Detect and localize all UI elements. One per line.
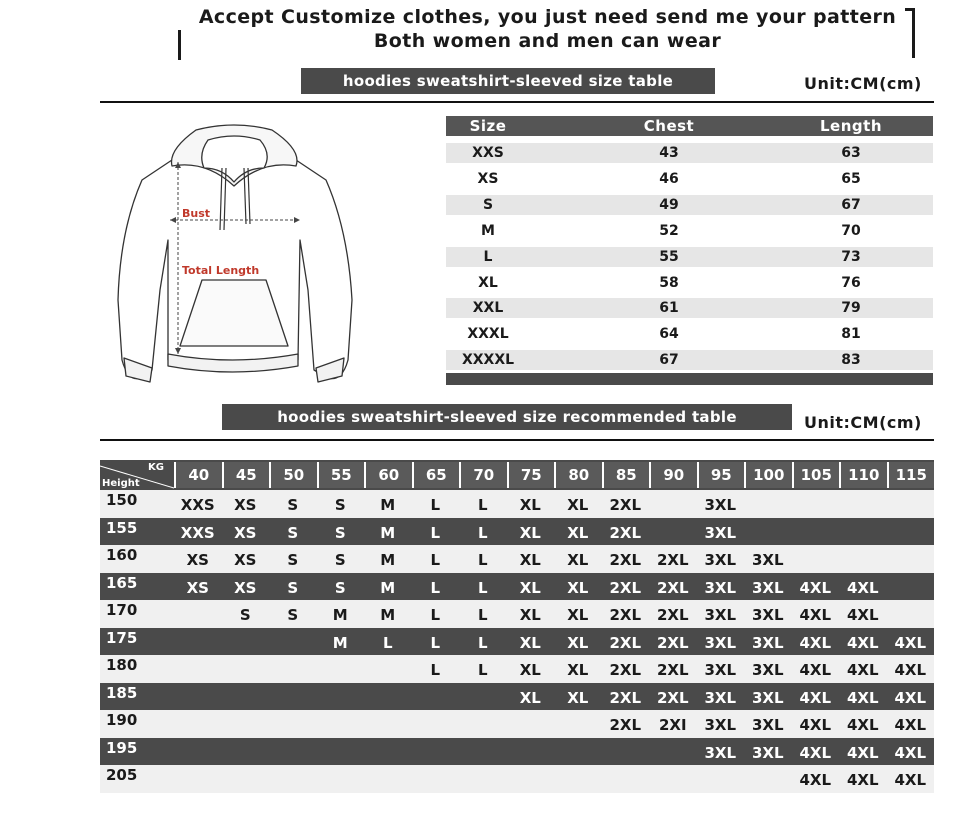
- size-recommendation-cell: 2XI: [658, 716, 687, 734]
- size-recommendation-cell: 4XL: [846, 633, 879, 652]
- size-recommendation-cell: 3XL: [704, 606, 737, 624]
- size-recommendation-cell: L: [430, 633, 441, 652]
- rec-table-unit: Unit:CM(cm): [804, 413, 922, 432]
- length-cell: 63: [841, 145, 861, 161]
- size-recommendation-cell: XL: [567, 578, 589, 597]
- size-recommendation-cell: 4XL: [894, 771, 927, 789]
- size-recommendation-cell: XL: [567, 496, 589, 514]
- size-recommendation-cell: 4XL: [799, 716, 832, 734]
- size-recommendation-cell: 4XL: [799, 661, 832, 679]
- size-cell: M: [481, 222, 495, 239]
- height-cell: 165: [106, 573, 138, 592]
- weight-header-cell: 90: [649, 462, 697, 488]
- chest-cell: 58: [659, 274, 679, 291]
- kg-height-corner: [100, 460, 174, 490]
- total-length-label: Total Length: [182, 264, 260, 277]
- height-cell: 170: [106, 601, 138, 619]
- size-recommendation-cell: 4XL: [799, 606, 832, 624]
- size-recommendation-cell: 3XL: [751, 578, 784, 597]
- size-recommendation-cell: 2XL: [656, 578, 689, 597]
- size-recommendation-cell: S: [334, 523, 346, 542]
- size-recommendation-cell: S: [334, 551, 346, 569]
- size-recommendation-cell: 4XL: [894, 633, 927, 652]
- size-cell: XXL: [472, 300, 504, 317]
- size-recommendation-cell: 2XL: [609, 523, 642, 542]
- size-recommendation-cell: XL: [567, 606, 589, 624]
- size-recommendation-cell: 3XL: [751, 743, 784, 762]
- size-recommendation-cell: 4XL: [894, 743, 927, 762]
- height-cell: 150: [106, 491, 138, 509]
- size-recommendation-cell: XS: [234, 496, 257, 514]
- size-recommendation-cell: 3XL: [751, 606, 784, 624]
- length-cell: 73: [841, 248, 861, 265]
- weight-header-cell: 55: [317, 462, 365, 488]
- size-recommendation-cell: S: [287, 606, 299, 624]
- size-table-unit: Unit:CM(cm): [804, 74, 922, 93]
- size-recommendation-cell: 4XL: [799, 743, 832, 762]
- size-cell: XXS: [472, 145, 504, 161]
- kg-label: KG: [148, 462, 164, 473]
- size-recommendation-cell: S: [239, 606, 251, 624]
- weight-header-cell: 115: [887, 462, 935, 488]
- rec-table-row: [100, 683, 934, 711]
- weight-header-cell: 40: [174, 462, 222, 488]
- size-table-row: [446, 143, 933, 163]
- size-recommendation-cell: 3XL: [704, 633, 737, 652]
- size-recommendation-cell: XS: [186, 578, 209, 597]
- bust-label: Bust: [182, 207, 211, 220]
- chest-cell: 43: [659, 145, 679, 161]
- height-cell: 195: [106, 738, 138, 757]
- size-recommendation-cell: 4XL: [846, 771, 879, 789]
- size-recommendation-cell: XXS: [180, 523, 215, 542]
- chest-cell: 46: [659, 170, 679, 187]
- height-cell: 155: [106, 518, 138, 537]
- size-recommendation-cell: 4XL: [894, 688, 927, 707]
- weight-header-cell: 95: [697, 462, 745, 488]
- height-cell: 190: [106, 711, 138, 729]
- size-recommendation-cell: L: [430, 551, 441, 569]
- size-table-row: [446, 324, 933, 344]
- size-recommendation-cell: S: [287, 578, 299, 597]
- hoodie-diagram: [112, 120, 370, 390]
- size-recommendation-cell: S: [287, 523, 299, 542]
- size-recommendation-cell: S: [287, 496, 299, 514]
- size-recommendation-cell: L: [477, 496, 488, 514]
- size-recommendation-cell: M: [380, 496, 396, 514]
- size-recommendation-cell: M: [380, 578, 396, 597]
- height-cell: 185: [106, 683, 138, 702]
- length-cell: 76: [841, 274, 861, 291]
- size-recommendation-cell: 4XL: [846, 743, 879, 762]
- size-table-row: [446, 247, 933, 267]
- size-recommendation-cell: XL: [567, 688, 589, 707]
- size-recommendation-cell: M: [380, 606, 396, 624]
- rec-table-row: [100, 490, 934, 518]
- weight-header-cell: 60: [364, 462, 412, 488]
- size-recommendation-cell: 3XL: [751, 661, 784, 679]
- size-recommendation-cell: 4XL: [799, 771, 832, 789]
- size-recommendation-cell: XL: [567, 551, 589, 569]
- size-recommendation-cell: M: [332, 606, 348, 624]
- size-recommendation-cell: XL: [519, 578, 541, 597]
- size-recommendation-cell: 2XL: [609, 578, 642, 597]
- height-cell: 180: [106, 656, 138, 674]
- rec-table-row: [100, 655, 934, 683]
- length-cell: 70: [841, 222, 861, 239]
- size-recommendation-cell: 3XL: [704, 661, 737, 679]
- size-recommendation-cell: 2XL: [656, 661, 689, 679]
- rec-table-row: [100, 573, 934, 601]
- chest-cell: 64: [659, 326, 679, 343]
- weight-header-cell: 105: [792, 462, 840, 488]
- size-recommendation-cell: 4XL: [846, 606, 879, 624]
- size-recommendation-cell: 2XL: [656, 633, 689, 652]
- divider: [100, 439, 934, 441]
- size-table-row: [446, 350, 933, 370]
- col-size: Size: [469, 117, 507, 135]
- size-cell: XXXL: [467, 326, 509, 343]
- size-recommendation-cell: L: [382, 633, 393, 652]
- rec-table-header: [100, 460, 934, 490]
- size-recommendation-cell: XL: [519, 551, 541, 569]
- size-table-row: [446, 169, 933, 189]
- size-recommendation-cell: XL: [567, 633, 589, 652]
- size-recommendation-cell: 2XL: [609, 688, 642, 707]
- rec-table-row: [100, 545, 934, 573]
- size-recommendation-cell: M: [380, 523, 396, 542]
- size-recommendation-cell: L: [477, 661, 488, 679]
- header-line-2: Both women and men can wear: [373, 30, 722, 52]
- size-recommendation-cell: L: [430, 578, 441, 597]
- size-recommendation-cell: S: [287, 551, 299, 569]
- size-recommendation-cell: M: [380, 551, 396, 569]
- rec-table: [100, 460, 934, 800]
- weight-header-cell: 85: [602, 462, 650, 488]
- rec-table-row: [100, 600, 934, 628]
- size-recommendation-cell: M: [332, 633, 348, 652]
- size-table-row: [446, 195, 933, 215]
- height-label: Height: [102, 478, 140, 489]
- size-recommendation-cell: 2XL: [656, 606, 689, 624]
- size-recommendation-cell: XL: [567, 661, 589, 679]
- size-recommendation-cell: 3XL: [704, 743, 737, 762]
- weight-header-cell: 75: [507, 462, 555, 488]
- size-cell: S: [482, 196, 494, 213]
- size-recommendation-cell: 4XL: [894, 716, 927, 734]
- chest-cell: 55: [659, 248, 679, 265]
- weight-header-cell: 65: [412, 462, 460, 488]
- size-recommendation-cell: 4XL: [846, 716, 879, 734]
- weight-header-cell: 100: [744, 462, 792, 488]
- size-recommendation-cell: L: [430, 606, 441, 624]
- size-recommendation-cell: 4XL: [894, 661, 927, 679]
- size-cell: XL: [478, 274, 498, 291]
- header-line-1: Accept Customize clothes, you just need send me your pattern: [198, 6, 897, 28]
- size-recommendation-cell: 3XL: [704, 496, 737, 514]
- size-recommendation-cell: 2XL: [609, 606, 642, 624]
- size-recommendation-cell: XL: [519, 523, 541, 542]
- length-cell: 83: [841, 352, 861, 369]
- size-cell: XS: [477, 170, 499, 187]
- hoodie-icon: [112, 120, 370, 390]
- size-recommendation-cell: 3XL: [704, 523, 737, 542]
- size-recommendation-cell: XS: [234, 551, 257, 569]
- size-recommendation-cell: XS: [234, 523, 257, 542]
- size-recommendation-cell: XL: [519, 496, 541, 514]
- rec-table-row: [100, 518, 934, 546]
- length-cell: 65: [841, 170, 861, 187]
- size-recommendation-cell: L: [477, 606, 488, 624]
- size-recommendation-cell: XL: [519, 661, 541, 679]
- size-recommendation-cell: L: [477, 551, 488, 569]
- size-recommendation-cell: XL: [519, 633, 541, 652]
- size-recommendation-cell: 4XL: [846, 578, 879, 597]
- size-recommendation-cell: 3XL: [704, 688, 737, 707]
- size-recommendation-cell: 2XL: [656, 688, 689, 707]
- size-recommendation-cell: XL: [519, 606, 541, 624]
- size-recommendation-cell: L: [477, 578, 488, 597]
- size-recommendation-cell: S: [334, 578, 346, 597]
- size-recommendation-cell: 2XL: [609, 551, 642, 569]
- size-recommendation-cell: 4XL: [799, 633, 832, 652]
- size-recommendation-cell: 3XL: [751, 716, 784, 734]
- rec-table-row: [100, 710, 934, 738]
- rec-table-row: [100, 628, 934, 656]
- length-cell: 81: [841, 326, 861, 343]
- size-recommendation-cell: XL: [567, 523, 589, 542]
- height-cell: 205: [106, 766, 138, 784]
- rec-table-title: hoodies sweatshirt-sleeved size recommended table: [222, 404, 792, 430]
- size-recommendation-cell: 3XL: [751, 688, 784, 707]
- size-table-title: hoodies sweatshirt-sleeved size table: [301, 68, 715, 94]
- height-cell: 160: [106, 546, 138, 564]
- weight-header-cell: 45: [222, 462, 270, 488]
- size-recommendation-cell: 2XL: [609, 633, 642, 652]
- col-length: Length: [820, 117, 882, 135]
- chest-cell: 49: [659, 196, 679, 213]
- size-recommendation-cell: XXS: [180, 496, 215, 514]
- size-recommendation-cell: L: [430, 661, 441, 679]
- size-recommendation-cell: 3XL: [704, 551, 737, 569]
- size-recommendation-cell: 3XL: [751, 633, 784, 652]
- size-recommendation-cell: S: [334, 496, 346, 514]
- weight-header-cell: 110: [839, 462, 887, 488]
- weight-header-cell: 80: [554, 462, 602, 488]
- size-recommendation-cell: L: [430, 523, 441, 542]
- size-recommendation-cell: 3XL: [704, 716, 737, 734]
- size-recommendation-cell: 3XL: [751, 551, 784, 569]
- chest-cell: 52: [659, 222, 679, 239]
- size-recommendation-cell: L: [430, 496, 441, 514]
- size-table-row: [446, 221, 933, 241]
- size-recommendation-cell: 4XL: [846, 688, 879, 707]
- size-recommendation-cell: 2XL: [656, 551, 689, 569]
- size-recommendation-cell: 2XL: [609, 716, 642, 734]
- chest-cell: 67: [659, 352, 679, 369]
- height-cell: 175: [106, 628, 138, 647]
- rec-table-row: [100, 738, 934, 766]
- rec-table-row: [100, 765, 934, 793]
- size-table-header: [446, 116, 933, 136]
- size-cell: L: [483, 248, 493, 265]
- col-chest: Chest: [643, 117, 695, 135]
- weight-header-cell: 50: [269, 462, 317, 488]
- size-cell: XXXXL: [461, 352, 515, 369]
- chest-cell: 61: [659, 300, 679, 317]
- divider: [100, 101, 934, 103]
- length-cell: 79: [841, 300, 861, 317]
- size-recommendation-cell: 2XL: [609, 661, 642, 679]
- size-recommendation-cell: XS: [234, 578, 257, 597]
- size-recommendation-cell: L: [477, 523, 488, 542]
- size-table-footer: [446, 373, 933, 385]
- size-recommendation-cell: 2XL: [609, 496, 642, 514]
- size-recommendation-cell: XL: [519, 688, 541, 707]
- size-recommendation-cell: 4XL: [846, 661, 879, 679]
- size-recommendation-cell: L: [477, 633, 488, 652]
- size-table-row: [446, 273, 933, 293]
- size-recommendation-cell: XS: [186, 551, 209, 569]
- size-table-row: [446, 298, 933, 318]
- length-cell: 67: [841, 196, 861, 213]
- size-recommendation-cell: 4XL: [799, 688, 832, 707]
- size-recommendation-cell: 4XL: [799, 578, 832, 597]
- weight-header-cell: 70: [459, 462, 507, 488]
- size-recommendation-cell: 3XL: [704, 578, 737, 597]
